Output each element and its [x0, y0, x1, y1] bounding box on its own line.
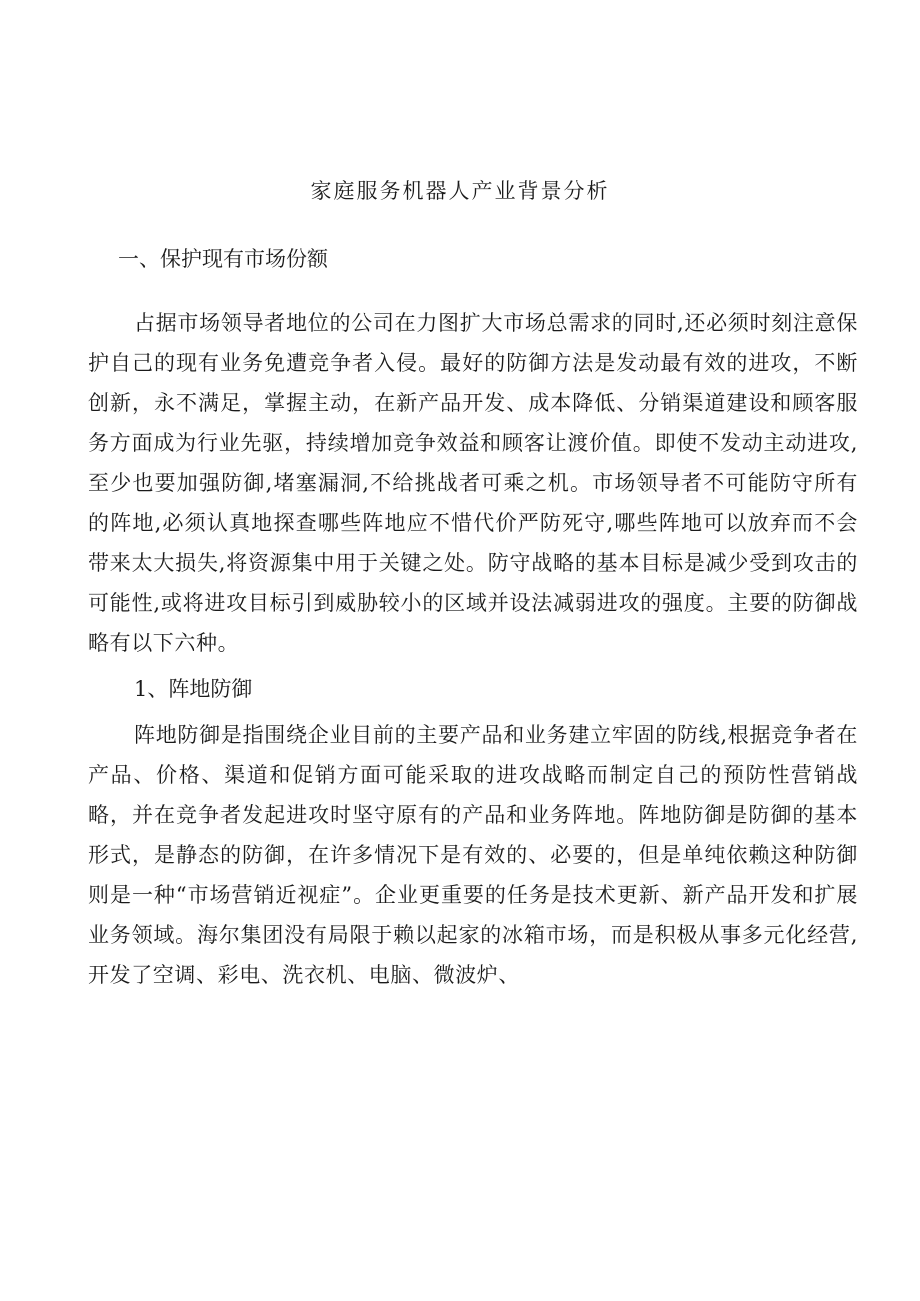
document-title: 家庭服务机器人产业背景分析	[310, 179, 610, 203]
section-paragraph: 占据市场领导者地位的公司在力图扩大市场总需求的同时,还必须时刻注意保护自己的现有业务免遭竞争者入侵。最好的防御方法是发动最有效的进攻，不断创新，永不满足，掌握主动，在新产品开发、成本降低、分销渠道建设和顾客服务方面成为行业先驱，持续增加竞争效益和顾客让渡价值。即使不发动主动进攻,至少也要加强防御,堵塞漏洞,不给挑战者可乘之机。市场领导者不可能防守所有的阵地,必须认真地探查哪些阵地应不惜代价严防死守,哪些阵地可以放弃而不会带来太大损失,将资源集中用于关键之处。防守战略的基本目标是减少受到攻击的可能性,或将进攻目标引到威胁较小的区域并设法减弱进攻的强度。主要的防御战略有以下六种。	[88, 311, 858, 655]
section-heading: 一、保护现有市场份额	[118, 247, 328, 271]
subsection-paragraph: 阵地防御是指围绕企业目前的主要产品和业务建立牢固的防线,根据竞争者在产品、价格、渠道和促销方面可能采取的进攻战略而制定自己的预防性营销战略，并在竞争者发起进攻时坚守原有的产品和业务阵地。阵地防御是防御的基本形式，是静态的防御，在许多情况下是有效的、必要的，但是单纯依赖这种防御则是一种“市场营销近视症”。企业更重要的任务是技术更新、新产品开发和扩展业务领域。海尔集团没有局限于赖以起家的冰箱市场，而是积极从事多元化经营,开发了空调、彩电、洗衣机、电脑、微波炉、	[88, 723, 858, 987]
document-body	[88, 239, 858, 995]
subsection-heading: 1、阵地防御	[134, 677, 253, 701]
